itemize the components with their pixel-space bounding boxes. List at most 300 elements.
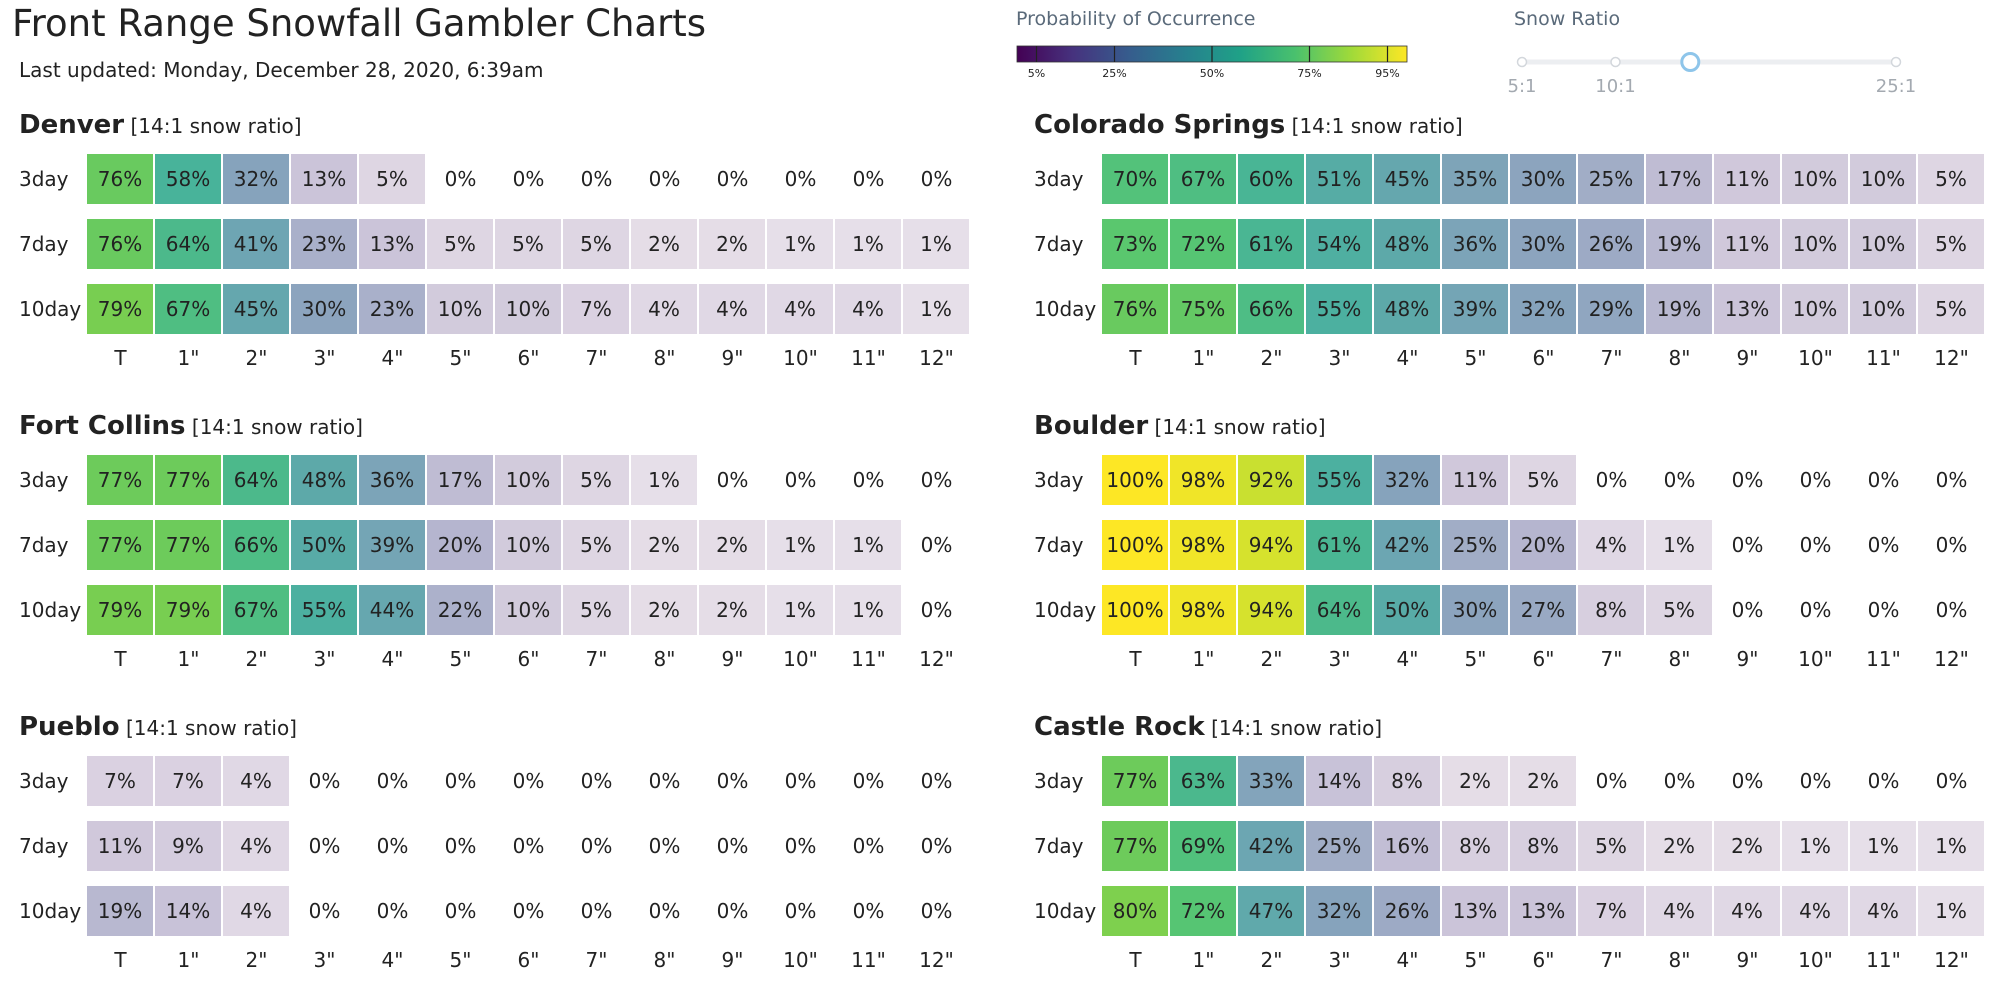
- slider-mark[interactable]: [1611, 58, 1620, 67]
- column-label: T: [1129, 948, 1142, 972]
- heatmap-cell: 30%: [1510, 154, 1577, 204]
- heatmap-cell: 14%: [1306, 756, 1373, 806]
- snow-ratio-control[interactable]: [1507, 8, 1954, 98]
- heatmap-cell: 50%: [291, 520, 358, 570]
- heatmap-cell: 77%: [1102, 756, 1169, 806]
- heatmap-cell: 5%: [563, 455, 630, 505]
- heatmap-cell: 17%: [1646, 154, 1713, 204]
- heatmap-cell: 79%: [155, 585, 222, 635]
- heatmap-cell: 33%: [1238, 756, 1305, 806]
- column-label: 10": [783, 346, 818, 370]
- heatmap-cell: 0%: [1799, 598, 1832, 622]
- heatmap-cell: 4%: [699, 284, 766, 334]
- panel-title: [1034, 712, 1382, 742]
- heatmap-cell: 0%: [1867, 769, 1900, 793]
- heatmap-cell: 44%: [359, 585, 426, 635]
- heatmap-cell: 0%: [920, 533, 953, 557]
- heatmap-cell: 75%: [1170, 284, 1237, 334]
- heatmap-cell: 4%: [1714, 886, 1781, 936]
- heatmap-cell: 32%: [1306, 886, 1373, 936]
- heatmap-cell: 11%: [87, 821, 154, 871]
- snow-ratio-slider[interactable]: [1507, 44, 1954, 100]
- heatmap-panel: [1034, 712, 2014, 1002]
- heatmap-cell: 0%: [784, 468, 817, 492]
- column-label: 6": [517, 948, 540, 972]
- heatmap-cell: 5%: [427, 219, 494, 269]
- heatmap-cell: 10%: [495, 455, 562, 505]
- slider-mark-label: 10:1: [1595, 76, 1636, 97]
- heatmap-cell: 5%: [1578, 821, 1645, 871]
- page-title: Front Range Snowfall Gambler Charts: [12, 2, 707, 45]
- row-label: 7day: [1034, 834, 1084, 858]
- heatmap-cell: 4%: [1578, 520, 1645, 570]
- heatmap-cell: 45%: [223, 284, 290, 334]
- row-label: 7day: [19, 834, 69, 858]
- heatmap-panel: [19, 411, 999, 701]
- row-label: 3day: [19, 167, 69, 191]
- heatmap-cell: 0%: [444, 899, 477, 923]
- column-label: 10": [783, 647, 818, 671]
- heatmap-cell: 35%: [1442, 154, 1509, 204]
- heatmap-cell: 50%: [1374, 585, 1441, 635]
- column-label: 4": [381, 346, 404, 370]
- heatmap-cell: 60%: [1238, 154, 1305, 204]
- heatmap-cell: 55%: [1306, 455, 1373, 505]
- heatmap-cell: 5%: [359, 154, 426, 204]
- heatmap-cell: 0%: [648, 834, 681, 858]
- heatmap-cell: 0%: [444, 834, 477, 858]
- heatmap-cell: 77%: [155, 455, 222, 505]
- city-name: Denver: [19, 110, 125, 140]
- heatmap-cell: 4%: [631, 284, 698, 334]
- heatmap-cell: 98%: [1170, 520, 1237, 570]
- column-label: 12": [919, 647, 954, 671]
- heatmap-panel: [19, 712, 999, 1002]
- column-label: 7": [1600, 647, 1623, 671]
- heatmap-cell: 1%: [903, 219, 970, 269]
- heatmap-cell: 2%: [699, 520, 766, 570]
- heatmap-cell: 1%: [1918, 821, 1985, 871]
- heatmap-cell: 0%: [716, 769, 749, 793]
- column-label: T: [1129, 647, 1142, 671]
- heatmap-cell: 45%: [1374, 154, 1441, 204]
- heatmap-cell: 67%: [1170, 154, 1237, 204]
- heatmap-cell: 10%: [1782, 154, 1849, 204]
- heatmap-cell: 19%: [87, 886, 154, 936]
- heatmap-cell: 0%: [1731, 769, 1764, 793]
- heatmap-cell: 10%: [427, 284, 494, 334]
- heatmap-cell: 80%: [1102, 886, 1169, 936]
- heatmap-cell: 20%: [1510, 520, 1577, 570]
- heatmap-cell: 8%: [1578, 585, 1645, 635]
- heatmap-cell: 0%: [1935, 598, 1968, 622]
- column-label: 2": [1260, 948, 1283, 972]
- column-label: 8": [653, 647, 676, 671]
- heatmap-cell: 5%: [1918, 284, 1985, 334]
- colorbar-tick-label: 50%: [1199, 67, 1225, 80]
- heatmap-cell: 0%: [784, 167, 817, 191]
- row-label: 7day: [1034, 533, 1084, 557]
- heatmap-cell: 5%: [563, 520, 630, 570]
- heatmap-cell: 94%: [1238, 520, 1305, 570]
- heatmap-cell: 4%: [223, 821, 290, 871]
- heatmap-cell: 13%: [359, 219, 426, 269]
- heatmap-cell: 19%: [1646, 284, 1713, 334]
- slider-mark-label: 5:1: [1507, 76, 1537, 97]
- heatmap-cell: 10%: [1850, 284, 1917, 334]
- colorbar-tick-label: 95%: [1375, 67, 1400, 80]
- snow-ratio-tag: [14:1 snow ratio]: [1148, 415, 1326, 439]
- heatmap-cell: 10%: [495, 585, 562, 635]
- heatmap-cell: 13%: [1510, 886, 1577, 936]
- column-label: 6": [1532, 948, 1555, 972]
- heatmap-cell: 5%: [1510, 455, 1577, 505]
- column-label: 2": [245, 948, 268, 972]
- heatmap-cell: 58%: [155, 154, 222, 204]
- heatmap-cell: 1%: [767, 520, 834, 570]
- heatmap-cell: 63%: [1170, 756, 1237, 806]
- colorbar-tick-label: 25%: [1102, 67, 1127, 80]
- column-label: 7": [585, 346, 608, 370]
- heatmap-panel: [1034, 411, 2014, 701]
- column-label: 9": [721, 647, 744, 671]
- city-name: Castle Rock: [1034, 712, 1205, 742]
- heatmap-cell: 25%: [1306, 821, 1373, 871]
- column-label: 10": [1798, 948, 1833, 972]
- heatmap-cell: 0%: [512, 834, 545, 858]
- row-label: 10day: [1034, 899, 1097, 923]
- heatmap-cell: 2%: [631, 219, 698, 269]
- heatmap-cell: 76%: [87, 219, 154, 269]
- heatmap-cell: 9%: [155, 821, 222, 871]
- last-updated-text: Last updated: Monday, December 28, 2020, 6:39am: [19, 58, 544, 82]
- column-label: 3": [313, 346, 336, 370]
- heatmap-cell: 67%: [223, 585, 290, 635]
- heatmap-cell: 19%: [1646, 219, 1713, 269]
- heatmap-cell: 0%: [1799, 468, 1832, 492]
- colorbar-tick-label: 75%: [1297, 67, 1322, 80]
- heatmap-cell: 13%: [1442, 886, 1509, 936]
- row-label: 7day: [19, 232, 69, 256]
- column-label: 2": [1260, 647, 1283, 671]
- column-label: 11": [1866, 346, 1901, 370]
- column-label: 9": [1736, 948, 1759, 972]
- heatmap-cell: 1%: [1646, 520, 1713, 570]
- column-label: 4": [1396, 346, 1419, 370]
- heatmap-cell: 61%: [1238, 219, 1305, 269]
- column-label: 9": [721, 948, 744, 972]
- heatmap-cell: 0%: [308, 834, 341, 858]
- heatmap-cell: 0%: [716, 468, 749, 492]
- column-label: 8": [1668, 948, 1691, 972]
- heatmap-cell: 1%: [903, 284, 970, 334]
- column-label: 12": [1934, 948, 1969, 972]
- column-label: 9": [1736, 647, 1759, 671]
- slider-mark[interactable]: [1892, 58, 1901, 67]
- heatmap-cell: 0%: [1935, 533, 1968, 557]
- probability-colorbar: [1016, 46, 1408, 92]
- heatmap-cell: 2%: [1646, 821, 1713, 871]
- snow-ratio-tag: [14:1 snow ratio]: [1204, 716, 1383, 740]
- heatmap-cell: 72%: [1170, 886, 1237, 936]
- heatmap-panel: [1034, 110, 2014, 400]
- heatmap-cell: 8%: [1374, 756, 1441, 806]
- heatmap-cell: 0%: [716, 899, 749, 923]
- heatmap-cell: 48%: [291, 455, 358, 505]
- heatmap-cell: 100%: [1102, 585, 1169, 635]
- heatmap-cell: 100%: [1102, 455, 1169, 505]
- row-label: 10day: [19, 297, 82, 321]
- column-label: 5": [449, 647, 472, 671]
- legend-title: Probability of Occurrence: [1016, 8, 1256, 30]
- heatmap-cell: 4%: [1646, 886, 1713, 936]
- heatmap-cell: 7%: [563, 284, 630, 334]
- heatmap-cell: 61%: [1306, 520, 1373, 570]
- column-label: 8": [1668, 647, 1691, 671]
- column-label: 1": [1192, 346, 1215, 370]
- heatmap-cell: 10%: [1850, 154, 1917, 204]
- heatmap-cell: 77%: [1102, 821, 1169, 871]
- heatmap-cell: 0%: [1867, 533, 1900, 557]
- heatmap-cell: 32%: [1510, 284, 1577, 334]
- heatmap-cell: 73%: [1102, 219, 1169, 269]
- heatmap-cell: 10%: [495, 284, 562, 334]
- heatmap-cell: 0%: [716, 167, 749, 191]
- heatmap-cell: 94%: [1238, 585, 1305, 635]
- heatmap-cell: 0%: [1731, 468, 1764, 492]
- column-label: 1": [177, 647, 200, 671]
- heatmap-cell: 42%: [1238, 821, 1305, 871]
- heatmap-cell: 79%: [87, 284, 154, 334]
- heatmap-cell: 11%: [1714, 154, 1781, 204]
- heatmap-cell: 0%: [444, 769, 477, 793]
- heatmap-cell: 1%: [767, 585, 834, 635]
- heatmap-cell: 64%: [155, 219, 222, 269]
- column-label: 5": [1464, 346, 1487, 370]
- row-label: 10day: [19, 598, 82, 622]
- heatmap-cell: 72%: [1170, 219, 1237, 269]
- heatmap-cell: 5%: [1918, 219, 1985, 269]
- heatmap-cell: 0%: [784, 899, 817, 923]
- heatmap-cell: 36%: [359, 455, 426, 505]
- row-label: 10day: [19, 899, 82, 923]
- column-label: T: [1129, 346, 1142, 370]
- heatmap-cell: 13%: [291, 154, 358, 204]
- heatmap-cell: 7%: [1578, 886, 1645, 936]
- heatmap-cell: 10%: [1850, 219, 1917, 269]
- heatmap-cell: 4%: [1782, 886, 1849, 936]
- heatmap-cell: 0%: [1595, 468, 1628, 492]
- heatmap-panel: [19, 110, 999, 400]
- heatmap-cell: 0%: [920, 899, 953, 923]
- heatmap-cell: 2%: [1714, 821, 1781, 871]
- column-label: 1": [1192, 948, 1215, 972]
- column-label: 9": [721, 346, 744, 370]
- column-label: 12": [919, 948, 954, 972]
- heatmap-cell: 0%: [784, 834, 817, 858]
- column-label: 5": [449, 948, 472, 972]
- heatmap-cell: 11%: [1442, 455, 1509, 505]
- heatmap-cell: 0%: [852, 167, 885, 191]
- column-label: 4": [381, 647, 404, 671]
- column-label: 10": [1798, 346, 1833, 370]
- heatmap-cell: 79%: [87, 585, 154, 635]
- column-label: 3": [1328, 948, 1351, 972]
- heatmap-cell: 5%: [563, 585, 630, 635]
- column-label: T: [114, 647, 127, 671]
- column-label: 1": [177, 948, 200, 972]
- heatmap-cell: 0%: [308, 769, 341, 793]
- heatmap-cell: 54%: [1306, 219, 1373, 269]
- row-label: 3day: [19, 468, 69, 492]
- heatmap-cell: 0%: [852, 899, 885, 923]
- heatmap-cell: 32%: [223, 154, 290, 204]
- row-label: 10day: [1034, 598, 1097, 622]
- column-label: 1": [1192, 647, 1215, 671]
- column-label: 4": [381, 948, 404, 972]
- column-label: 11": [1866, 647, 1901, 671]
- heatmap-cell: 20%: [427, 520, 494, 570]
- heatmap-cell: 23%: [291, 219, 358, 269]
- heatmap-cell: 0%: [444, 167, 477, 191]
- heatmap-cell: 30%: [1510, 219, 1577, 269]
- heatmap-cell: 0%: [852, 769, 885, 793]
- heatmap-cell: 92%: [1238, 455, 1305, 505]
- panel-title: [19, 110, 302, 140]
- panel-title: [1034, 411, 1326, 441]
- heatmap-cell: 66%: [1238, 284, 1305, 334]
- heatmap-cell: 100%: [1102, 520, 1169, 570]
- column-label: 4": [1396, 948, 1419, 972]
- column-label: 6": [517, 647, 540, 671]
- heatmap-cell: 42%: [1374, 520, 1441, 570]
- heatmap-cell: 2%: [631, 585, 698, 635]
- column-label: 5": [449, 346, 472, 370]
- row-label: 7day: [1034, 232, 1084, 256]
- column-label: 3": [313, 948, 336, 972]
- heatmap-cell: 7%: [155, 756, 222, 806]
- city-name: Colorado Springs: [1034, 110, 1286, 140]
- heatmap-cell: 1%: [1918, 886, 1985, 936]
- column-label: 2": [245, 346, 268, 370]
- heatmap-cell: 0%: [376, 899, 409, 923]
- heatmap-cell: 0%: [920, 769, 953, 793]
- heatmap-cell: 47%: [1238, 886, 1305, 936]
- heatmap-cell: 48%: [1374, 219, 1441, 269]
- heatmap-cell: 0%: [1663, 769, 1696, 793]
- heatmap-cell: 4%: [223, 886, 290, 936]
- panel-title: [19, 411, 363, 441]
- heatmap-cell: 39%: [359, 520, 426, 570]
- heatmap-cell: 77%: [155, 520, 222, 570]
- heatmap-cell: 36%: [1442, 219, 1509, 269]
- column-label: 7": [585, 647, 608, 671]
- snow-ratio-tag: [14:1 snow ratio]: [124, 114, 302, 138]
- city-name: Fort Collins: [19, 411, 186, 441]
- heatmap-cell: 51%: [1306, 154, 1373, 204]
- heatmap-cell: 0%: [716, 834, 749, 858]
- heatmap-cell: 7%: [87, 756, 154, 806]
- heatmap-cell: 0%: [512, 899, 545, 923]
- heatmap-cell: 66%: [223, 520, 290, 570]
- heatmap-cell: 0%: [920, 598, 953, 622]
- heatmap-cell: 77%: [87, 455, 154, 505]
- column-label: 3": [1328, 346, 1351, 370]
- column-label: 7": [1600, 948, 1623, 972]
- column-label: 12": [919, 346, 954, 370]
- heatmap-cell: 5%: [1918, 154, 1985, 204]
- heatmap-cell: 25%: [1442, 520, 1509, 570]
- column-label: 11": [851, 346, 886, 370]
- heatmap-cell: 0%: [920, 834, 953, 858]
- heatmap-cell: 2%: [1442, 756, 1509, 806]
- column-label: 12": [1934, 346, 1969, 370]
- probability-legend: [1016, 8, 1406, 80]
- row-label: 3day: [19, 769, 69, 793]
- column-label: 10": [1798, 647, 1833, 671]
- heatmap-cell: 70%: [1102, 154, 1169, 204]
- heatmap-cell: 0%: [648, 167, 681, 191]
- heatmap-cell: 8%: [1510, 821, 1577, 871]
- snow-ratio-tag: [14:1 snow ratio]: [185, 415, 363, 439]
- heatmap-cell: 27%: [1510, 585, 1577, 635]
- heatmap-cell: 30%: [1442, 585, 1509, 635]
- city-name: Boulder: [1034, 411, 1149, 441]
- heatmap-cell: 10%: [1782, 219, 1849, 269]
- heatmap-cell: 2%: [699, 219, 766, 269]
- heatmap-cell: 0%: [852, 468, 885, 492]
- heatmap-cell: 67%: [155, 284, 222, 334]
- column-label: 9": [1736, 346, 1759, 370]
- heatmap-cell: 55%: [1306, 284, 1373, 334]
- heatmap-cell: 39%: [1442, 284, 1509, 334]
- heatmap-cell: 0%: [580, 167, 613, 191]
- heatmap-cell: 1%: [1782, 821, 1849, 871]
- column-label: 11": [851, 948, 886, 972]
- heatmap-cell: 64%: [1306, 585, 1373, 635]
- heatmap-cell: 2%: [699, 585, 766, 635]
- heatmap-cell: 77%: [87, 520, 154, 570]
- panel-title: [1034, 110, 1463, 140]
- slider-mark-label: 25:1: [1875, 76, 1917, 97]
- heatmap-cell: 4%: [223, 756, 290, 806]
- slider-handle[interactable]: [1682, 54, 1699, 71]
- slider-mark[interactable]: [1518, 58, 1527, 67]
- column-label: 7": [1600, 346, 1623, 370]
- heatmap-cell: 32%: [1374, 455, 1441, 505]
- heatmap-cell: 0%: [1867, 598, 1900, 622]
- column-label: 2": [1260, 346, 1283, 370]
- heatmap-cell: 0%: [920, 167, 953, 191]
- heatmap-cell: 17%: [427, 455, 494, 505]
- heatmap-cell: 26%: [1578, 219, 1645, 269]
- heatmap-cell: 4%: [767, 284, 834, 334]
- column-label: 6": [517, 346, 540, 370]
- column-label: 6": [1532, 346, 1555, 370]
- column-label: T: [114, 346, 127, 370]
- column-label: 5": [1464, 647, 1487, 671]
- heatmap-cell: 0%: [1595, 769, 1628, 793]
- heatmap-cell: 16%: [1374, 821, 1441, 871]
- colorbar-tick-label: 5%: [1027, 67, 1046, 80]
- column-label: 4": [1396, 647, 1419, 671]
- heatmap-cell: 55%: [291, 585, 358, 635]
- heatmap-cell: 26%: [1374, 886, 1441, 936]
- city-name: Pueblo: [19, 712, 120, 742]
- heatmap-cell: 2%: [1510, 756, 1577, 806]
- heatmap-cell: 69%: [1170, 821, 1237, 871]
- heatmap-cell: 0%: [376, 769, 409, 793]
